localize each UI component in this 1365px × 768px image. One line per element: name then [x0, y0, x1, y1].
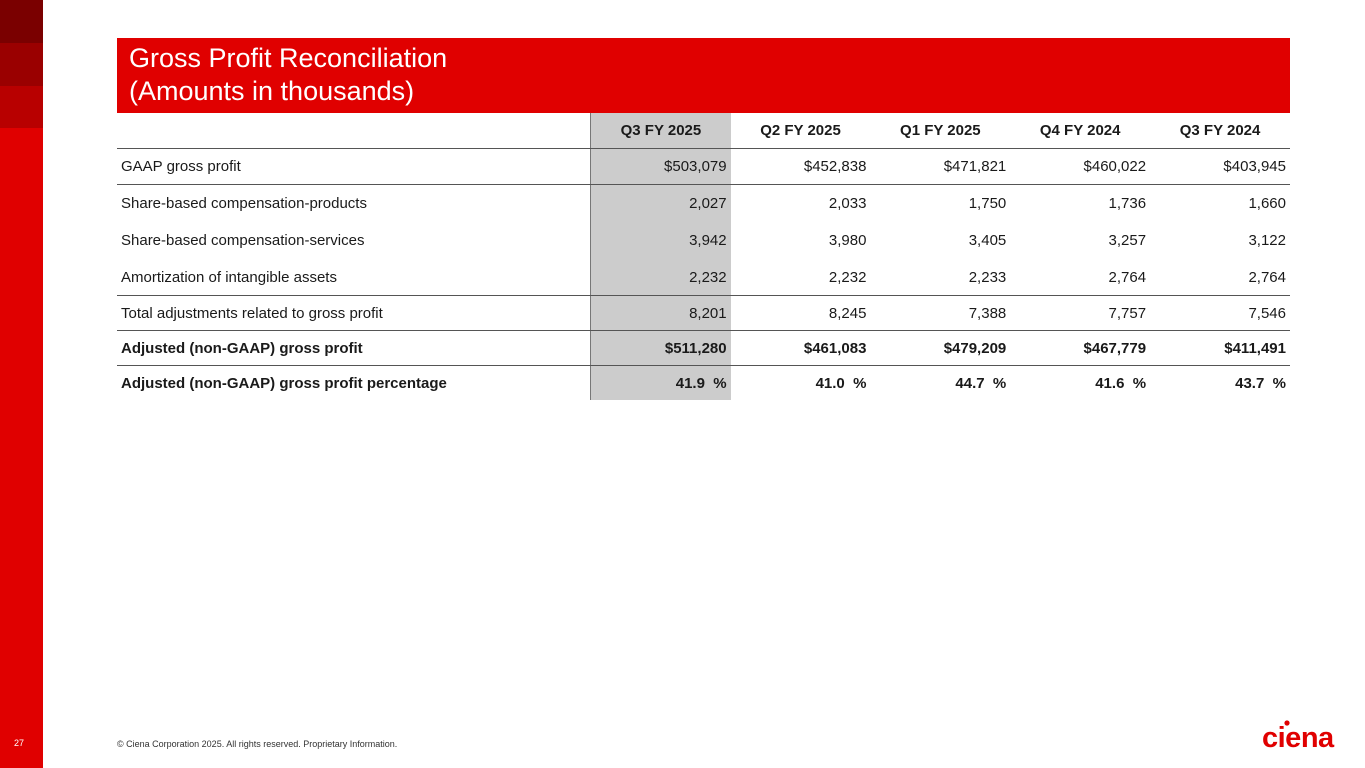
column-header: Q3 FY 2025	[591, 113, 731, 149]
table-cell: $511,280	[591, 331, 731, 366]
reconciliation-table	[117, 113, 1290, 400]
header-label-cell	[117, 113, 591, 149]
table-row	[117, 331, 1290, 366]
strip-block-light	[0, 86, 43, 128]
table-cell: 3,942	[591, 222, 731, 259]
page-subtitle: (Amounts in thousands)	[129, 76, 415, 106]
row-label: GAAP gross profit	[117, 149, 591, 185]
table-cell: $460,022	[1010, 149, 1150, 185]
column-header: Q4 FY 2024	[1010, 113, 1150, 149]
table-cell: 2,233	[870, 259, 1010, 296]
table-cell: $403,945	[1150, 149, 1290, 185]
table-cell: 8,201	[591, 296, 731, 331]
page-title: Gross Profit Reconciliation	[129, 43, 448, 73]
copyright-notice: © Ciena Corporation 2025. All rights reserved. Proprietary Information.	[117, 739, 398, 749]
table-cell: 2,232	[731, 259, 871, 296]
table-cell: 7,546	[1150, 296, 1290, 331]
row-label: Adjusted (non-GAAP) gross profit percentage	[121, 374, 447, 392]
column-header: Q1 FY 2025	[870, 113, 1010, 149]
row-label: Share-based compensation-services	[121, 232, 365, 249]
table-cell: 7,757	[1010, 296, 1150, 331]
table-cell: 7,388	[870, 296, 1010, 331]
table-cell: 3,980	[828, 232, 867, 249]
table-cell: 8,245	[731, 296, 871, 331]
table-cell: 1,750	[968, 195, 1007, 212]
logo-wordmark: ciena	[1262, 722, 1334, 751]
column-header: Q2 FY 2025	[731, 113, 871, 149]
table-cell: 2,033	[828, 195, 867, 212]
row-label: Total adjustments related to gross profit	[117, 296, 591, 331]
table-cell: $461,083	[731, 331, 871, 366]
table-cell: 1,736	[1108, 195, 1147, 212]
table-cell: $471,821	[870, 149, 1010, 185]
table-cell: $503,079	[591, 149, 731, 185]
table-cell: 2,764	[1150, 259, 1290, 296]
table-row	[117, 296, 1290, 331]
table-cell: 1,660	[1248, 195, 1286, 212]
table-cell: 41.9 %	[591, 366, 731, 401]
table-cell: $479,209	[870, 331, 1010, 366]
table-cell: 41.6 %	[1095, 374, 1147, 392]
table-cell: 2,764	[1010, 259, 1150, 296]
table-row	[117, 222, 1290, 259]
row-label: Amortization of intangible assets	[117, 259, 591, 296]
table-cell: $467,779	[1010, 331, 1150, 366]
table-cell: $411,491	[1150, 331, 1290, 366]
table-cell: 3,405	[968, 232, 1007, 249]
table-header-row	[117, 113, 1290, 149]
table-cell: 3,257	[1108, 232, 1147, 249]
table-row	[117, 259, 1290, 296]
table-cell: $452,838	[731, 149, 871, 185]
table-row	[117, 185, 1290, 223]
table-row	[117, 366, 1290, 401]
table-cell: 41.0 %	[815, 374, 867, 392]
table-cell: 2,027	[591, 185, 731, 223]
row-label: Adjusted (non-GAAP) gross profit	[117, 331, 591, 366]
strip-block-medium	[0, 43, 43, 86]
table-cell: 44.7 %	[955, 374, 1007, 392]
ciena-logo	[1262, 717, 1348, 751]
table-cell: 3,122	[1248, 232, 1286, 249]
row-label: Share-based compensation-products	[121, 195, 367, 212]
left-accent-strip	[0, 0, 43, 768]
page-number: 27	[14, 738, 25, 748]
table-cell: 43.7 %	[1235, 374, 1286, 392]
table-row	[117, 149, 1290, 185]
column-header: Q3 FY 2024	[1150, 113, 1290, 149]
title-banner	[117, 38, 1290, 113]
table-cell: 2,232	[591, 259, 731, 296]
strip-block-dark	[0, 0, 43, 43]
